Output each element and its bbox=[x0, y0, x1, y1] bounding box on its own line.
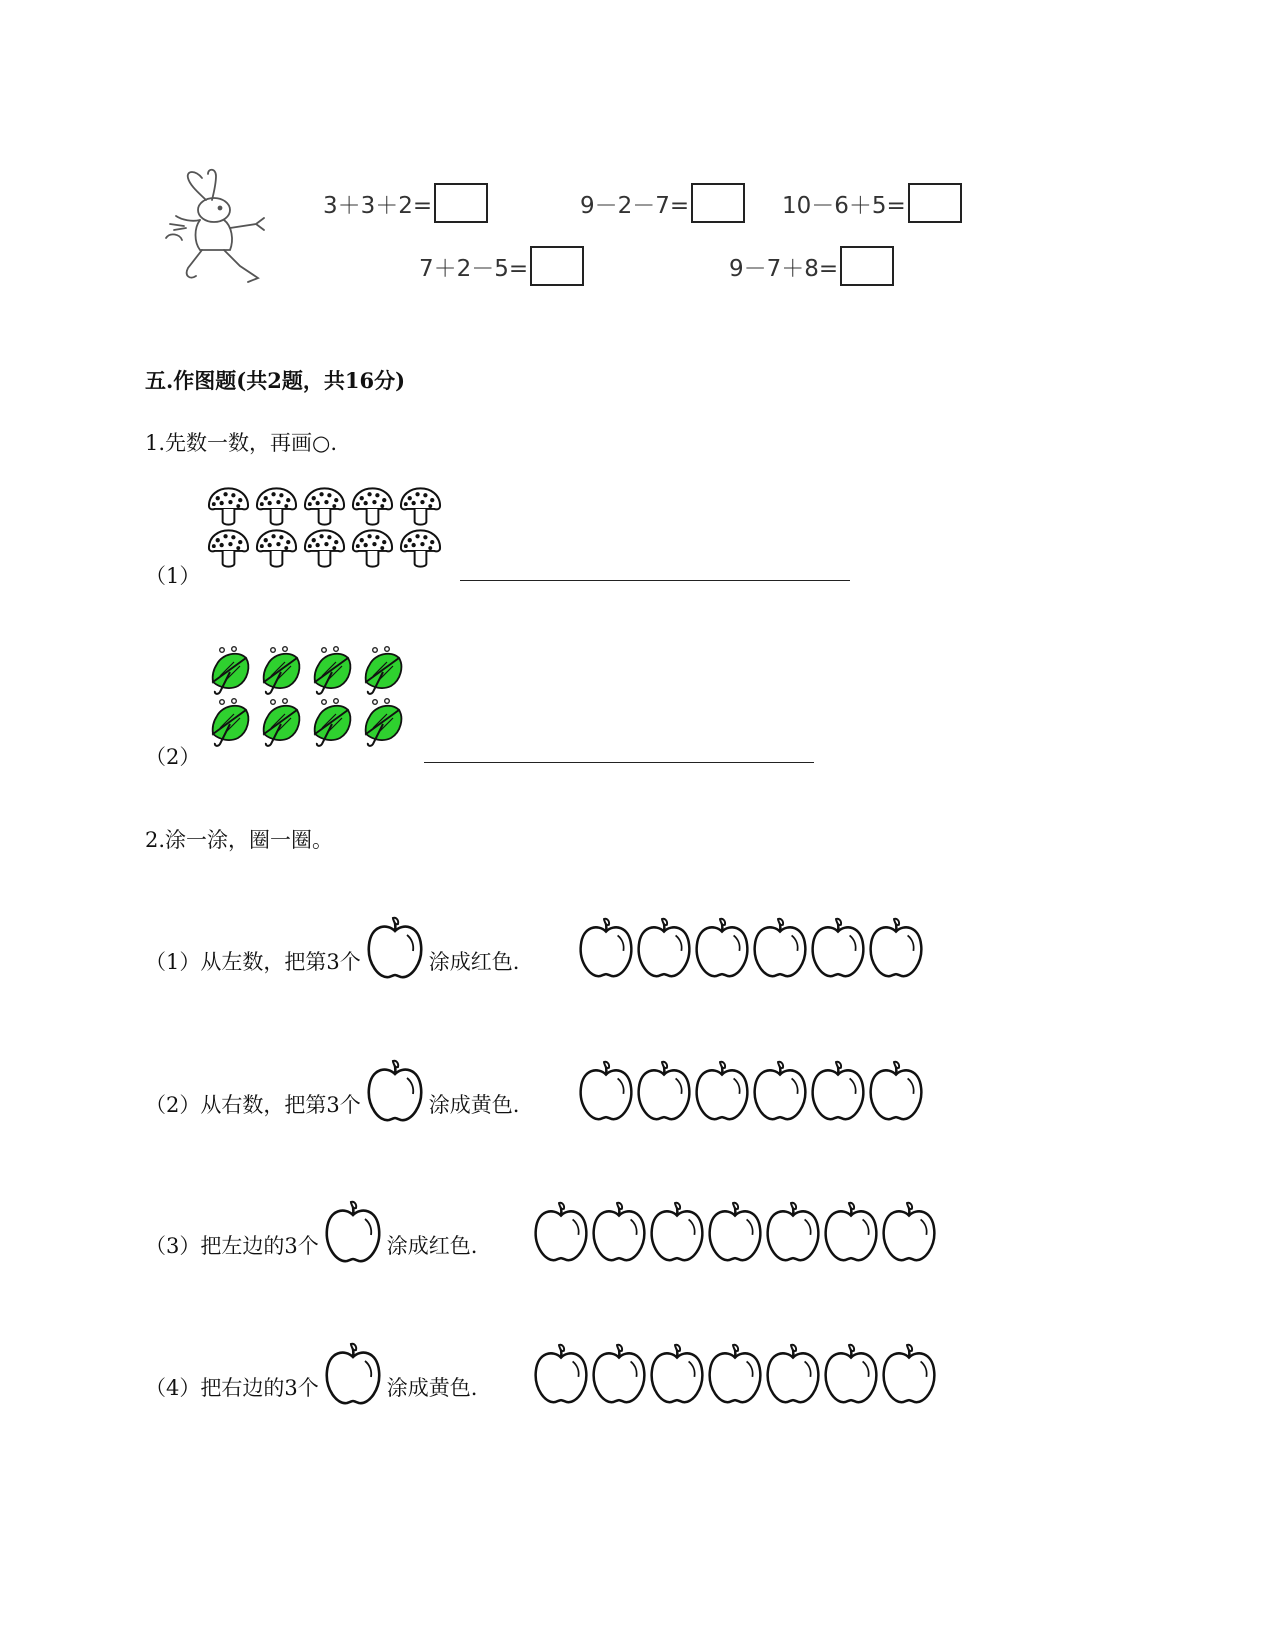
apple-icon bbox=[693, 1055, 751, 1127]
answer-line-1[interactable] bbox=[460, 580, 850, 581]
apple-icon bbox=[751, 912, 809, 984]
q2-item-3: （3）把左边的3个 涂成红色. bbox=[145, 1196, 477, 1268]
apple-icon bbox=[867, 1055, 925, 1127]
apple-icon bbox=[635, 912, 693, 984]
answer-box[interactable] bbox=[434, 183, 488, 223]
apple-icon bbox=[880, 1196, 938, 1268]
apple-icon bbox=[822, 1338, 880, 1410]
apple-icon bbox=[809, 1055, 867, 1127]
apple-icon bbox=[590, 1196, 648, 1268]
apple-icon bbox=[822, 1196, 880, 1268]
umbrella-icon bbox=[259, 697, 305, 749]
mushroom-icon bbox=[302, 528, 347, 570]
apple-icon bbox=[648, 1196, 706, 1268]
mushroom-icon bbox=[254, 528, 299, 570]
apple-icon bbox=[365, 912, 425, 984]
apple-row-4 bbox=[532, 1338, 938, 1410]
q1-item-1-label: （1） bbox=[145, 564, 201, 588]
mushroom-icon bbox=[254, 486, 299, 528]
apple-icon bbox=[577, 912, 635, 984]
mushroom-icon bbox=[302, 486, 347, 528]
apple-icon bbox=[365, 1055, 425, 1127]
mushroom-icon bbox=[398, 528, 443, 570]
apple-icon bbox=[577, 1055, 635, 1127]
apple-icon bbox=[635, 1055, 693, 1127]
umbrella-icon bbox=[361, 645, 407, 697]
apple-icon bbox=[867, 912, 925, 984]
mushroom-icon bbox=[350, 528, 395, 570]
apple-icon bbox=[590, 1338, 648, 1410]
apple-icon bbox=[706, 1196, 764, 1268]
q2-item-4: （4）把右边的3个 涂成黄色. bbox=[145, 1338, 477, 1410]
equation-4: 7＋2－5= bbox=[419, 246, 584, 286]
apple-icon bbox=[809, 912, 867, 984]
answer-box[interactable] bbox=[908, 183, 962, 223]
answer-box[interactable] bbox=[530, 246, 584, 286]
umbrella-group bbox=[208, 645, 418, 760]
apple-row-3 bbox=[532, 1196, 938, 1268]
question-1-prompt: 1.先数一数，再画○. bbox=[145, 431, 338, 455]
umbrella-icon bbox=[361, 697, 407, 749]
apple-icon bbox=[532, 1338, 590, 1410]
apple-icon bbox=[323, 1338, 383, 1410]
equation-3: 10－6＋5= bbox=[782, 183, 962, 223]
apple-icon bbox=[706, 1338, 764, 1410]
umbrella-icon bbox=[208, 645, 254, 697]
apple-icon bbox=[764, 1338, 822, 1410]
apple-row-1 bbox=[577, 912, 925, 984]
apple-icon bbox=[751, 1055, 809, 1127]
q2-item-2: （2）从右数，把第3个 涂成黄色. bbox=[145, 1055, 519, 1127]
answer-line-2[interactable] bbox=[424, 762, 814, 763]
apple-row-2 bbox=[577, 1055, 925, 1127]
apple-icon bbox=[648, 1338, 706, 1410]
q2-item-1: （1）从左数，把第3个 涂成红色. bbox=[145, 912, 519, 984]
mushroom-icon bbox=[350, 486, 395, 528]
apple-icon bbox=[764, 1196, 822, 1268]
apple-icon bbox=[693, 912, 751, 984]
equation-5: 9－7＋8= bbox=[729, 246, 894, 286]
answer-box[interactable] bbox=[691, 183, 745, 223]
rabbit-illustration bbox=[160, 168, 272, 286]
apple-icon bbox=[532, 1196, 590, 1268]
apple-icon bbox=[880, 1338, 938, 1410]
mushroom-group bbox=[206, 486, 451, 576]
section-title: 五.作图题(共2题，共16分) bbox=[145, 368, 406, 393]
equation-2: 9－2－7= bbox=[580, 183, 745, 223]
umbrella-icon bbox=[310, 645, 356, 697]
umbrella-icon bbox=[208, 697, 254, 749]
apple-icon bbox=[323, 1196, 383, 1268]
mushroom-icon bbox=[206, 528, 251, 570]
mushroom-icon bbox=[398, 486, 443, 528]
q1-item-2-label: （2） bbox=[145, 745, 201, 769]
equation-1: 3＋3＋2= bbox=[323, 183, 488, 223]
mushroom-icon bbox=[206, 486, 251, 528]
umbrella-icon bbox=[310, 697, 356, 749]
answer-box[interactable] bbox=[840, 246, 894, 286]
question-2-prompt: 2.涂一涂，圈一圈。 bbox=[145, 828, 334, 852]
umbrella-icon bbox=[259, 645, 305, 697]
